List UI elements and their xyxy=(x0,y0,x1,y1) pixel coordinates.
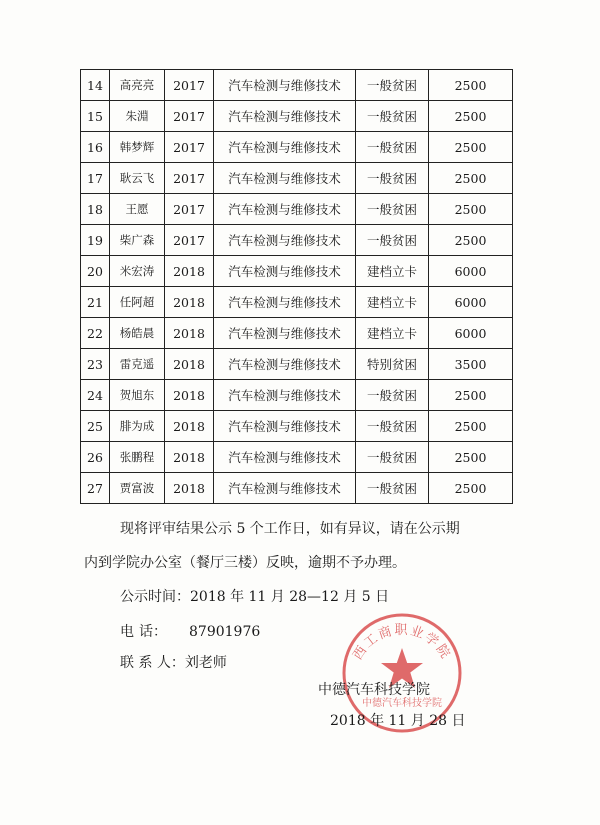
notice-period: 公示时间：2018 年 11 月 28—12 月 5 日 xyxy=(120,589,390,605)
phone-number: 87901976 xyxy=(189,624,261,640)
notice-contact: 联 系 人：刘老师 xyxy=(120,655,227,671)
enrollment-year-cell: 2018 xyxy=(165,411,214,442)
row-index-cell: 15 xyxy=(81,101,110,132)
row-index-cell: 21 xyxy=(81,287,110,318)
table-row xyxy=(81,256,513,287)
major-cell: 汽车检测与维修技术 xyxy=(214,256,356,287)
notice-line-1: 现将评审结果公示 5 个工作日，如有异议，请在公示期 xyxy=(120,521,460,537)
table-row xyxy=(81,442,513,473)
notice-line-2: 内到学院办公室（餐厅三楼）反映，逾期不予办理。 xyxy=(84,555,406,571)
grant-amount-cell: 2500 xyxy=(429,163,513,194)
table-row xyxy=(81,287,513,318)
row-index-cell: 27 xyxy=(81,473,110,504)
major-cell: 汽车检测与维修技术 xyxy=(214,349,356,380)
row-index-cell: 20 xyxy=(81,256,110,287)
row-index-cell: 16 xyxy=(81,132,110,163)
student-name-cell: 杨皓晨 xyxy=(110,318,165,349)
student-name-cell: 张鹏程 xyxy=(110,442,165,473)
student-name-cell: 米宏涛 xyxy=(110,256,165,287)
major-cell: 汽车检测与维修技术 xyxy=(214,101,356,132)
student-name-cell: 朱淵 xyxy=(110,101,165,132)
grant-amount-cell: 3500 xyxy=(429,349,513,380)
grant-amount-cell: 2500 xyxy=(429,132,513,163)
hardship-level-cell: 建档立卡 xyxy=(356,287,429,318)
major-cell: 汽车检测与维修技术 xyxy=(214,132,356,163)
student-name-cell: 王愿 xyxy=(110,194,165,225)
issuer-name: 中德汽车科技学院 xyxy=(318,682,430,698)
enrollment-year-cell: 2017 xyxy=(165,194,214,225)
student-table-body xyxy=(81,70,513,504)
student-name-cell: 贾富波 xyxy=(110,473,165,504)
major-cell: 汽车检测与维修技术 xyxy=(214,473,356,504)
enrollment-year-cell: 2017 xyxy=(165,101,214,132)
table-row xyxy=(81,380,513,411)
student-table xyxy=(80,69,513,504)
table-row xyxy=(81,194,513,225)
enrollment-year-cell: 2018 xyxy=(165,473,214,504)
student-name-cell: 高亮亮 xyxy=(110,70,165,101)
grant-amount-cell: 2500 xyxy=(429,442,513,473)
row-index-cell: 26 xyxy=(81,442,110,473)
table-row xyxy=(81,132,513,163)
major-cell: 汽车检测与维修技术 xyxy=(214,287,356,318)
student-name-cell: 腓为成 xyxy=(110,411,165,442)
enrollment-year-cell: 2017 xyxy=(165,70,214,101)
row-index-cell: 17 xyxy=(81,163,110,194)
phone-label-2: 话： xyxy=(139,624,167,640)
enrollment-year-cell: 2018 xyxy=(165,380,214,411)
table-row xyxy=(81,70,513,101)
grant-amount-cell: 6000 xyxy=(429,287,513,318)
student-name-cell: 雷克遥 xyxy=(110,349,165,380)
student-name-cell: 韩梦辉 xyxy=(110,132,165,163)
grant-amount-cell: 2500 xyxy=(429,70,513,101)
major-cell: 汽车检测与维修技术 xyxy=(214,163,356,194)
enrollment-year-cell: 2017 xyxy=(165,225,214,256)
grant-amount-cell: 2500 xyxy=(429,411,513,442)
table-row xyxy=(81,163,513,194)
enrollment-year-cell: 2018 xyxy=(165,349,214,380)
student-name-cell: 柴广森 xyxy=(110,225,165,256)
grant-amount-cell: 6000 xyxy=(429,318,513,349)
row-index-cell: 22 xyxy=(81,318,110,349)
row-index-cell: 25 xyxy=(81,411,110,442)
major-cell: 汽车检测与维修技术 xyxy=(214,70,356,101)
major-cell: 汽车检测与维修技术 xyxy=(214,442,356,473)
enrollment-year-cell: 2018 xyxy=(165,287,214,318)
notice-phone xyxy=(120,622,260,642)
grant-amount-cell: 2500 xyxy=(429,380,513,411)
hardship-level-cell: 一般贫困 xyxy=(356,132,429,163)
enrollment-year-cell: 2017 xyxy=(165,163,214,194)
student-name-cell: 任阿超 xyxy=(110,287,165,318)
row-index-cell: 14 xyxy=(81,70,110,101)
seal-outer-text: 西工商职业学院 xyxy=(350,623,454,663)
grant-amount-cell: 2500 xyxy=(429,473,513,504)
issue-date: 2018 年 11 月 28 日 xyxy=(330,713,466,729)
enrollment-year-cell: 2018 xyxy=(165,318,214,349)
table-row xyxy=(81,101,513,132)
table-row xyxy=(81,349,513,380)
hardship-level-cell: 一般贫困 xyxy=(356,411,429,442)
phone-label-1: 电 xyxy=(120,624,134,640)
hardship-level-cell: 一般贫困 xyxy=(356,101,429,132)
major-cell: 汽车检测与维修技术 xyxy=(214,225,356,256)
row-index-cell: 19 xyxy=(81,225,110,256)
table-row xyxy=(81,473,513,504)
table-row xyxy=(81,318,513,349)
grant-amount-cell: 6000 xyxy=(429,256,513,287)
hardship-level-cell: 特别贫困 xyxy=(356,349,429,380)
row-index-cell: 18 xyxy=(81,194,110,225)
hardship-level-cell: 一般贫困 xyxy=(356,380,429,411)
major-cell: 汽车检测与维修技术 xyxy=(214,411,356,442)
enrollment-year-cell: 2018 xyxy=(165,442,214,473)
hardship-level-cell: 一般贫困 xyxy=(356,225,429,256)
major-cell: 汽车检测与维修技术 xyxy=(214,318,356,349)
row-index-cell: 24 xyxy=(81,380,110,411)
hardship-level-cell: 建档立卡 xyxy=(356,256,429,287)
hardship-level-cell: 一般贫困 xyxy=(356,70,429,101)
student-name-cell: 耿云飞 xyxy=(110,163,165,194)
table-row xyxy=(81,225,513,256)
grant-amount-cell: 2500 xyxy=(429,101,513,132)
hardship-level-cell: 一般贫困 xyxy=(356,473,429,504)
grant-amount-cell: 2500 xyxy=(429,194,513,225)
major-cell: 汽车检测与维修技术 xyxy=(214,380,356,411)
enrollment-year-cell: 2018 xyxy=(165,256,214,287)
major-cell: 汽车检测与维修技术 xyxy=(214,194,356,225)
hardship-level-cell: 建档立卡 xyxy=(356,318,429,349)
hardship-level-cell: 一般贫困 xyxy=(356,163,429,194)
hardship-level-cell: 一般贫困 xyxy=(356,442,429,473)
row-index-cell: 23 xyxy=(81,349,110,380)
table-row xyxy=(81,411,513,442)
grant-amount-cell: 2500 xyxy=(429,225,513,256)
hardship-level-cell: 一般贫困 xyxy=(356,194,429,225)
enrollment-year-cell: 2017 xyxy=(165,132,214,163)
seal-inner-text: 中德汽车科技学院 xyxy=(362,698,442,709)
student-name-cell: 贺旭东 xyxy=(110,380,165,411)
